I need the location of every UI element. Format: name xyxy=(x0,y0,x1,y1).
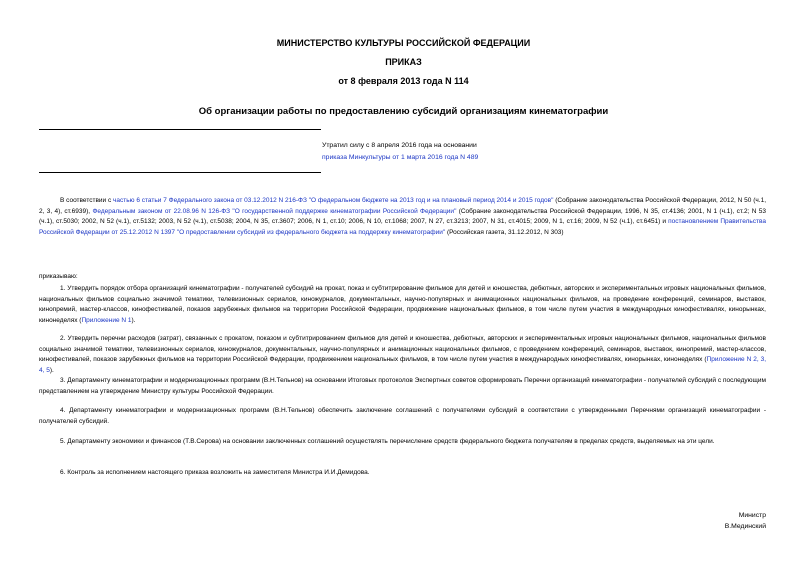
separator-line-top xyxy=(39,129,321,130)
item-4: 4. Департаменту кинематографии и модернизационных программ (В.Н.Тельнов) обеспечить заключение соглашений с получателями субсидий в соответствии с утвержденными Перечнями организаций кинематографии - получателей субсидий. xyxy=(39,407,766,425)
preamble-text-1: В соответствии с xyxy=(60,197,114,204)
preamble-text-3: (Собрание законодательства Российской Федерации, 1996, N 35, ст.4136; 2001, N 1 (ч.1), ст.2; N 53 (ч.1), ст.5030; 2002, N 52 (ч.1), ст.5132; 2003, N 52 (ч.1), ст.5038; 2004, N 35, ст.3607; 2006, N 1, ст.10; 2006, N 10, ст.1068; 2007, N 27, ст.3213; 2007, N 31, ст.4015; 2009, N 1, ст.16; 2009, N 52 (ч.1), ст.6451) и xyxy=(39,207,766,226)
item-1-text: 1. Утвердить порядок отбора организаций кинематографии - получателей субсидий на прокат, показ и субтитрирование фильмов для детей и юношества, дебютных, авторских и экспериментальных игровых национальных фильмов, национальных фильмов социально значимой тематики, телевизионных сериалов, киножурналов, документальных, научно-популярных и анимационных национальных фильмов, на проведение конференций, семинаров, выставок, кинопремий, мастер-классов, кинофестивалей, показов зарубежных фильмов на территории Российской Федерации, продвижение национальных фильмов, в том числе путем участия в международных кинофестивалях, кинорынках, кинонеделях ( xyxy=(39,285,766,324)
repeal-link[interactable]: приказа Минкультуры от 1 марта 2016 года N 489 xyxy=(322,154,479,161)
signature-block xyxy=(725,510,766,532)
law-126-link[interactable]: Федеральным законом от 22.08.96 N 126-ФЗ "О государственной поддержке кинематографии Российской Федерации" xyxy=(92,207,457,215)
doc-subject: Об организации работы по предоставлению субсидий организациям кинематографии xyxy=(198,106,609,117)
preamble-text-2: (Собрание законодательства Российской Федерации, 2012, N 50 (ч.1, 2, 3, 4), ст.6939), xyxy=(39,197,767,215)
item-1-end: ). xyxy=(131,316,136,324)
law-216-link[interactable]: частью 6 статьи 7 Федерального закона от 03.12.2012 N 216-ФЗ "О федеральном бюджете на 2013 год и на плановый период 2014 и 2015 годов" xyxy=(113,197,554,204)
ministry-title: МИНИСТЕРСТВО КУЛЬТУРЫ РОССИЙСКОЙ ФЕДЕРАЦИИ xyxy=(276,38,531,48)
date-number: от 8 февраля 2013 года N 114 xyxy=(338,76,469,86)
item-6: 6. Контроль за исполнением настоящего приказа возложить на заместителя Министра И.И.Демидова. xyxy=(60,469,370,476)
item-2 xyxy=(39,334,766,376)
item-1 xyxy=(39,284,766,326)
signature-name: В.Мединский xyxy=(724,523,766,530)
item-2-end: ). xyxy=(49,366,54,374)
signature-position: Министр xyxy=(738,512,766,519)
item-3: 3. Департаменту кинематографии и модернизационных программ (В.Н.Тельнов) на основании Итоговых протоколов Экспертных советов сформировать Перечни организаций кинематографии - получателей субсидий с последующим представлением на утверждение Министру культуры Российской Федерации. xyxy=(39,377,766,395)
separator-line-bottom xyxy=(39,172,321,173)
repeal-notice-text: Утратил силу с 8 апреля 2016 года на основании xyxy=(322,142,477,149)
doc-type: ПРИКАЗ xyxy=(385,57,422,67)
preamble-paragraph xyxy=(39,196,766,238)
item-5: 5. Департаменту экономики и финансов (Т.В.Серова) на основании заключенных соглашений осуществлять перечисление средств федерального бюджета получателям в пределах средств, выделяемых на эти цели. xyxy=(60,438,715,445)
orders-word: приказываю: xyxy=(39,273,78,280)
resolution-1397-link[interactable]: постановлением Правительства Российской Федерации от 25.12.2012 N 1397 "О предоставлении субсидий из федерального бюджета на поддержку кинематографии" xyxy=(39,218,767,236)
repeal-notice xyxy=(322,140,478,164)
appendix-1-link[interactable]: Приложение N 1 xyxy=(81,316,132,324)
appendix-2-5-link[interactable]: Приложение N 2, 3, 4, 5 xyxy=(39,356,767,374)
item-2-text: 2. Утвердить перечни расходов (затрат), связанных с прокатом, показом и субтитрированием фильмов для детей и юношества, дебютных, авторских и экспериментальных игровых национальных фильмов, национальных фильмов социально значимой тематики, телевизионных сериалов, киножурналов, документальных, научно-популярных и анимационных национальных фильмов, с проведением конференций, семинаров, выставок, кинопремий, мастер-классов, кинофестивалей, показов зарубежных фильмов на территории Российской Федерации, продвижением национальных фильмов, в том числе путем участия в международных кинофестивалях, кинорынках, кинонеделях ( xyxy=(39,335,766,364)
preamble-text-4: (Российская газета, 31.12.2012, N 303) xyxy=(445,228,564,236)
